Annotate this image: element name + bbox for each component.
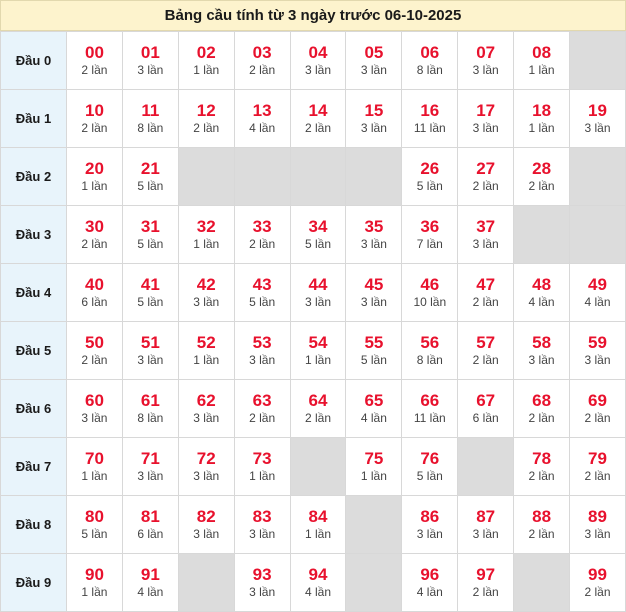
cell-22-empty <box>178 148 234 206</box>
cell-count: 1 lần <box>81 469 108 484</box>
cell-count: 5 lần <box>137 295 164 310</box>
cell-count: 3 lần <box>137 63 164 78</box>
cell-33[interactable] <box>234 206 290 264</box>
cell-count: 2 lần <box>472 585 499 600</box>
cell-count: 2 lần <box>584 469 611 484</box>
cell-62[interactable] <box>178 380 234 438</box>
cell-79[interactable] <box>570 438 626 496</box>
cell-43[interactable] <box>234 264 290 322</box>
cell-93[interactable] <box>234 554 290 612</box>
cell-count: 8 lần <box>137 411 164 426</box>
cell-number: 03 <box>252 43 272 63</box>
cell-81[interactable] <box>122 496 178 554</box>
cell-17[interactable] <box>458 90 514 148</box>
cell-count: 1 lần <box>304 527 332 542</box>
cell-number: 17 <box>476 101 496 121</box>
cell-number: 71 <box>140 449 160 469</box>
cell-24-empty <box>290 148 346 206</box>
cell-60[interactable] <box>67 380 123 438</box>
table-row <box>1 206 626 264</box>
cell-count: 11 lần <box>413 411 446 426</box>
cell-count: 3 lần <box>249 353 276 368</box>
cell-96[interactable] <box>402 554 458 612</box>
cell-89[interactable] <box>570 496 626 554</box>
cell-56[interactable] <box>402 322 458 380</box>
cell-number: 68 <box>532 391 552 411</box>
cell-number: 94 <box>308 565 328 585</box>
cell-58[interactable] <box>514 322 570 380</box>
cell-78[interactable] <box>514 438 570 496</box>
cell-77-empty <box>458 438 514 496</box>
cell-count: 5 lần <box>360 353 387 368</box>
cell-count: 5 lần <box>137 237 164 252</box>
cell-number: 28 <box>532 159 552 179</box>
cell-number: 65 <box>364 391 384 411</box>
cell-number: 90 <box>84 565 104 585</box>
cell-39-empty <box>570 206 626 264</box>
cell-count: 2 lần <box>81 63 108 78</box>
cell-number: 75 <box>364 449 384 469</box>
cell-74-empty <box>290 438 346 496</box>
cell-38-empty <box>514 206 570 264</box>
cell-number: 04 <box>308 43 328 63</box>
cell-number: 97 <box>476 565 496 585</box>
cell-count: 2 lần <box>249 411 276 426</box>
row-header-dau-3: Đầu 3 <box>1 206 67 264</box>
cell-count: 7 lần <box>416 237 443 252</box>
cell-number: 19 <box>588 101 607 121</box>
cell-18[interactable] <box>514 90 570 148</box>
cell-count: 3 lần <box>360 237 387 252</box>
cell-number: 46 <box>420 275 440 295</box>
cell-number: 34 <box>308 217 328 237</box>
cell-count: 3 lần <box>528 353 555 368</box>
cell-07[interactable] <box>458 32 514 90</box>
cell-count: 3 lần <box>193 411 220 426</box>
row-header-dau-5: Đầu 5 <box>1 322 67 380</box>
cell-count: 3 lần <box>472 63 499 78</box>
cell-count: 3 lần <box>193 469 220 484</box>
cell-75[interactable] <box>346 438 402 496</box>
cell-count: 5 lần <box>416 179 443 194</box>
cell-number: 49 <box>588 275 607 295</box>
cell-65[interactable] <box>346 380 402 438</box>
cell-70[interactable] <box>67 438 123 496</box>
cell-count: 1 lần <box>81 585 108 600</box>
cell-count: 5 lần <box>249 295 276 310</box>
cell-count: 6 lần <box>137 527 164 542</box>
cell-49[interactable] <box>570 264 626 322</box>
cell-82[interactable] <box>178 496 234 554</box>
cell-count: 2 lần <box>528 527 555 542</box>
cell-count: 11 lần <box>413 121 446 136</box>
cell-28[interactable] <box>514 148 570 206</box>
cell-number: 89 <box>588 507 607 527</box>
cell-count: 1 lần <box>528 63 555 78</box>
cell-13[interactable] <box>234 90 290 148</box>
cell-number: 44 <box>308 275 328 295</box>
cell-31[interactable] <box>122 206 178 264</box>
cell-86[interactable] <box>402 496 458 554</box>
cell-number: 10 <box>84 101 104 121</box>
cell-count: 5 lần <box>304 237 332 252</box>
cell-number: 27 <box>476 159 496 179</box>
cell-number: 82 <box>196 507 216 527</box>
cell-number: 02 <box>196 43 216 63</box>
cell-number: 69 <box>588 391 607 411</box>
cell-number: 83 <box>252 507 272 527</box>
cell-count: 3 lần <box>416 527 443 542</box>
cell-count: 3 lần <box>137 353 164 368</box>
cell-count: 6 lần <box>472 411 499 426</box>
row-header-dau-0: Đầu 0 <box>1 32 67 90</box>
cell-count: 4 lần <box>249 121 276 136</box>
page-title-bar <box>0 0 626 31</box>
cell-number: 26 <box>420 159 440 179</box>
cell-54[interactable] <box>290 322 346 380</box>
cell-14[interactable] <box>290 90 346 148</box>
cell-count: 8 lần <box>137 121 164 136</box>
cell-number: 45 <box>364 275 384 295</box>
cell-count: 1 lần <box>249 469 276 484</box>
cell-32[interactable] <box>178 206 234 264</box>
cell-count: 2 lần <box>472 179 499 194</box>
cell-number: 36 <box>420 217 440 237</box>
cell-11[interactable] <box>122 90 178 148</box>
cell-number: 81 <box>140 507 160 527</box>
row-header-dau-8: Đầu 8 <box>1 496 67 554</box>
cell-36[interactable] <box>402 206 458 264</box>
cell-52[interactable] <box>178 322 234 380</box>
cell-number: 72 <box>196 449 216 469</box>
table-row <box>1 32 626 90</box>
cell-number: 73 <box>252 449 272 469</box>
table-row <box>1 322 626 380</box>
cell-count: 2 lần <box>304 121 332 136</box>
cell-count: 3 lần <box>584 121 611 136</box>
cell-count: 4 lần <box>137 585 164 600</box>
cell-94[interactable] <box>290 554 346 612</box>
cell-01[interactable] <box>122 32 178 90</box>
cell-02[interactable] <box>178 32 234 90</box>
cell-06[interactable] <box>402 32 458 90</box>
cell-number: 63 <box>252 391 272 411</box>
cell-number: 54 <box>308 333 328 353</box>
cell-number: 33 <box>252 217 272 237</box>
cell-48[interactable] <box>514 264 570 322</box>
cell-95-empty <box>346 554 402 612</box>
table-row <box>1 554 626 612</box>
cell-number: 56 <box>420 333 440 353</box>
cell-46[interactable] <box>402 264 458 322</box>
cell-53[interactable] <box>234 322 290 380</box>
row-header-dau-1: Đầu 1 <box>1 90 67 148</box>
cell-number: 80 <box>84 507 104 527</box>
cell-count: 2 lần <box>472 295 499 310</box>
cell-number: 99 <box>588 565 607 585</box>
cell-number: 64 <box>308 391 328 411</box>
cell-72[interactable] <box>178 438 234 496</box>
cell-count: 1 lần <box>304 353 332 368</box>
cell-count: 3 lần <box>472 121 499 136</box>
cell-number: 40 <box>84 275 104 295</box>
cell-count: 2 lần <box>584 411 611 426</box>
cell-23-empty <box>234 148 290 206</box>
cell-12[interactable] <box>178 90 234 148</box>
table-row <box>1 148 626 206</box>
cell-count: 5 lần <box>416 469 443 484</box>
cell-84[interactable] <box>290 496 346 554</box>
cell-count: 2 lần <box>81 353 108 368</box>
cell-number: 55 <box>364 333 384 353</box>
cell-04[interactable] <box>290 32 346 90</box>
cell-59[interactable] <box>570 322 626 380</box>
cell-number: 48 <box>532 275 552 295</box>
cell-76[interactable] <box>402 438 458 496</box>
cell-count: 3 lần <box>304 63 332 78</box>
cell-73[interactable] <box>234 438 290 496</box>
cell-count: 3 lần <box>193 295 220 310</box>
cell-count: 3 lần <box>81 411 108 426</box>
cell-count: 2 lần <box>528 411 555 426</box>
frequency-table <box>0 31 626 612</box>
cell-37[interactable] <box>458 206 514 264</box>
cell-number: 11 <box>141 101 160 121</box>
cell-count: 4 lần <box>360 411 387 426</box>
page-title: Bảng cầu tính từ 3 ngày trước 06-10-2025 <box>164 7 462 24</box>
cell-98-empty <box>514 554 570 612</box>
cell-08[interactable] <box>514 32 570 90</box>
cell-count: 3 lần <box>249 527 276 542</box>
cell-25-empty <box>346 148 402 206</box>
cell-number: 13 <box>252 101 272 121</box>
table-row <box>1 380 626 438</box>
cell-number: 66 <box>420 391 440 411</box>
cell-number: 05 <box>364 43 384 63</box>
cell-27[interactable] <box>458 148 514 206</box>
cell-03[interactable] <box>234 32 290 90</box>
cell-count: 3 lần <box>360 121 387 136</box>
cell-66[interactable] <box>402 380 458 438</box>
cell-19[interactable] <box>570 90 626 148</box>
cell-count: 2 lần <box>528 469 555 484</box>
cell-number: 51 <box>140 333 160 353</box>
cell-87[interactable] <box>458 496 514 554</box>
cell-41[interactable] <box>122 264 178 322</box>
cell-90[interactable] <box>67 554 123 612</box>
cell-count: 8 lần <box>416 63 443 78</box>
cell-71[interactable] <box>122 438 178 496</box>
cell-count: 4 lần <box>528 295 555 310</box>
cell-05[interactable] <box>346 32 402 90</box>
cell-number: 76 <box>420 449 440 469</box>
cell-number: 86 <box>420 507 440 527</box>
row-header-dau-2: Đầu 2 <box>1 148 67 206</box>
cell-number: 79 <box>588 449 607 469</box>
cell-count: 5 lần <box>137 179 164 194</box>
cell-count: 1 lần <box>360 469 387 484</box>
cell-count: 1 lần <box>528 121 555 136</box>
cell-count: 3 lần <box>249 585 276 600</box>
cell-29-empty <box>570 148 626 206</box>
cell-number: 35 <box>364 217 384 237</box>
cell-16[interactable] <box>402 90 458 148</box>
cell-number: 20 <box>84 159 104 179</box>
cell-number: 01 <box>140 43 160 63</box>
cell-count: 3 lần <box>584 527 611 542</box>
cell-number: 52 <box>196 333 216 353</box>
cell-45[interactable] <box>346 264 402 322</box>
row-header-dau-4: Đầu 4 <box>1 264 67 322</box>
cell-number: 00 <box>84 43 104 63</box>
cell-number: 12 <box>196 101 216 121</box>
row-header-dau-9: Đầu 9 <box>1 554 67 612</box>
cell-number: 88 <box>532 507 552 527</box>
cell-55[interactable] <box>346 322 402 380</box>
cell-count: 3 lần <box>584 353 611 368</box>
cell-47[interactable] <box>458 264 514 322</box>
cell-number: 58 <box>532 333 552 353</box>
cell-21[interactable] <box>122 148 178 206</box>
cell-80[interactable] <box>67 496 123 554</box>
cell-count: 2 lần <box>249 63 276 78</box>
cell-92-empty <box>178 554 234 612</box>
cell-number: 50 <box>84 333 104 353</box>
table-row <box>1 438 626 496</box>
cell-number: 70 <box>84 449 104 469</box>
cell-number: 91 <box>140 565 160 585</box>
cell-number: 41 <box>140 275 160 295</box>
cell-count: 2 lần <box>528 179 555 194</box>
cell-15[interactable] <box>346 90 402 148</box>
cell-number: 84 <box>308 507 328 527</box>
cell-count: 3 lần <box>193 527 220 542</box>
cell-number: 15 <box>364 101 384 121</box>
cell-number: 31 <box>140 217 160 237</box>
cell-number: 16 <box>420 101 440 121</box>
cell-number: 78 <box>532 449 552 469</box>
cell-number: 67 <box>476 391 496 411</box>
cell-number: 18 <box>532 101 552 121</box>
cell-number: 96 <box>420 565 440 585</box>
cell-count: 3 lần <box>360 63 387 78</box>
cell-00[interactable] <box>67 32 123 90</box>
cell-85-empty <box>346 496 402 554</box>
cell-number: 53 <box>252 333 272 353</box>
cell-count: 2 lần <box>584 585 611 600</box>
cell-09-empty <box>570 32 626 90</box>
cell-67[interactable] <box>458 380 514 438</box>
cell-69[interactable] <box>570 380 626 438</box>
cell-50[interactable] <box>67 322 123 380</box>
cell-number: 07 <box>476 43 496 63</box>
cell-number: 59 <box>588 333 607 353</box>
cell-34[interactable] <box>290 206 346 264</box>
cell-count: 2 lần <box>249 237 276 252</box>
cell-count: 5 lần <box>81 527 108 542</box>
table-body <box>1 32 626 612</box>
cell-count: 2 lần <box>193 121 220 136</box>
cell-number: 42 <box>196 275 216 295</box>
cell-count: 1 lần <box>193 63 220 78</box>
cell-count: 1 lần <box>193 353 220 368</box>
cell-count: 4 lần <box>584 295 611 310</box>
cell-count: 3 lần <box>137 469 164 484</box>
cell-91[interactable] <box>122 554 178 612</box>
cell-44[interactable] <box>290 264 346 322</box>
cell-88[interactable] <box>514 496 570 554</box>
cell-68[interactable] <box>514 380 570 438</box>
table-row <box>1 264 626 322</box>
cell-83[interactable] <box>234 496 290 554</box>
cell-count: 4 lần <box>304 585 332 600</box>
cell-51[interactable] <box>122 322 178 380</box>
cell-count: 2 lần <box>81 121 108 136</box>
cell-count: 8 lần <box>416 353 443 368</box>
cell-63[interactable] <box>234 380 290 438</box>
table-row <box>1 90 626 148</box>
cell-26[interactable] <box>402 148 458 206</box>
cell-count: 10 lần <box>413 295 447 310</box>
cell-number: 37 <box>476 217 496 237</box>
cell-count: 2 lần <box>81 237 108 252</box>
cell-97[interactable] <box>458 554 514 612</box>
cell-99[interactable] <box>570 554 626 612</box>
cell-64[interactable] <box>290 380 346 438</box>
cell-number: 30 <box>84 217 104 237</box>
cell-count: 6 lần <box>81 295 108 310</box>
cell-20[interactable] <box>67 148 123 206</box>
cell-42[interactable] <box>178 264 234 322</box>
cell-number: 93 <box>252 565 272 585</box>
row-header-dau-6: Đầu 6 <box>1 380 67 438</box>
cell-number: 32 <box>196 217 216 237</box>
cell-35[interactable] <box>346 206 402 264</box>
cell-count: 3 lần <box>472 527 499 542</box>
cell-10[interactable] <box>67 90 123 148</box>
cell-number: 43 <box>252 275 272 295</box>
cell-number: 08 <box>532 43 552 63</box>
cell-count: 4 lần <box>416 585 443 600</box>
table-row <box>1 496 626 554</box>
cell-number: 62 <box>196 391 216 411</box>
cell-number: 60 <box>84 391 104 411</box>
cell-57[interactable] <box>458 322 514 380</box>
cell-count: 2 lần <box>304 411 332 426</box>
cell-count: 3 lần <box>304 295 332 310</box>
cell-number: 87 <box>476 507 496 527</box>
cell-number: 06 <box>420 43 440 63</box>
cell-61[interactable] <box>122 380 178 438</box>
cell-number: 21 <box>140 159 160 179</box>
cell-count: 3 lần <box>360 295 387 310</box>
cell-number: 61 <box>140 391 160 411</box>
cell-count: 3 lần <box>472 237 499 252</box>
cell-number: 47 <box>476 275 496 295</box>
cell-30[interactable] <box>67 206 123 264</box>
cell-number: 57 <box>476 333 496 353</box>
cell-count: 2 lần <box>472 353 499 368</box>
cell-count: 1 lần <box>81 179 108 194</box>
cell-number: 14 <box>308 101 328 121</box>
row-header-dau-7: Đầu 7 <box>1 438 67 496</box>
cell-count: 1 lần <box>193 237 220 252</box>
cell-40[interactable] <box>67 264 123 322</box>
